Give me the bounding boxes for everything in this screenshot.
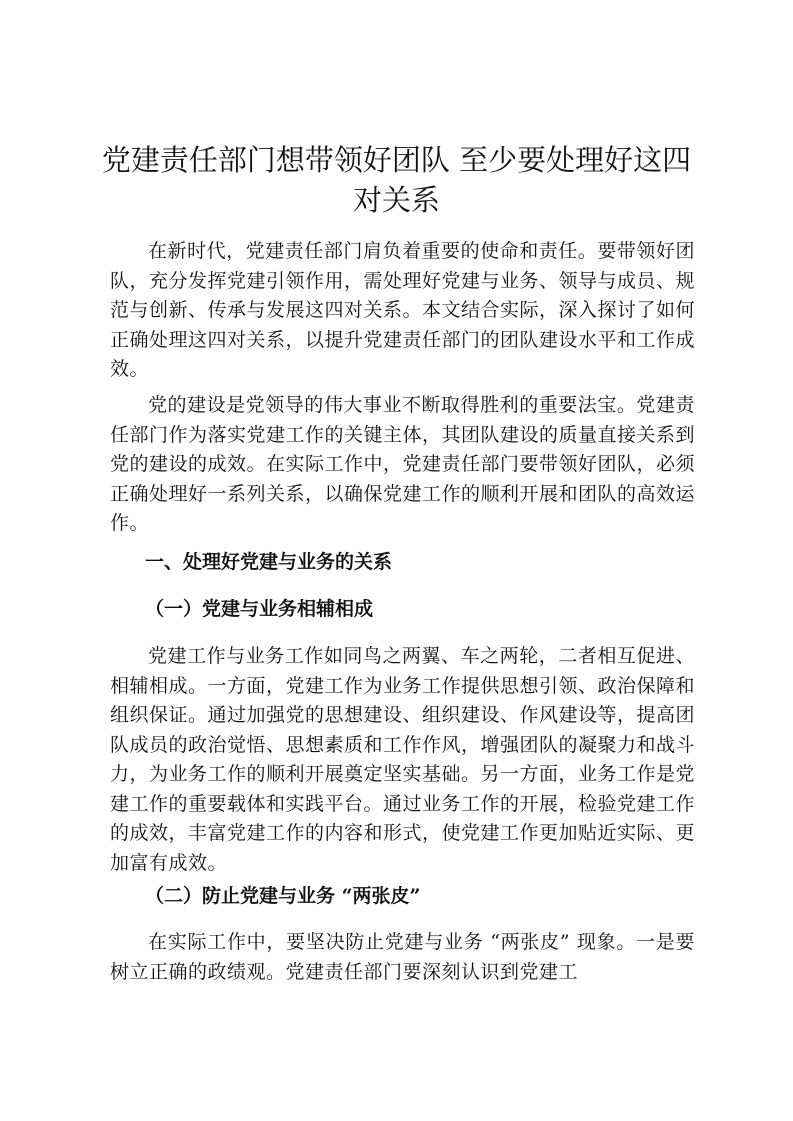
document-title: 党建责任部门想带领好团队 至少要处理好这四对关系 [101,143,692,217]
subsection-heading-1: （一）党建与业务相辅相成 [145,598,374,620]
intro-paragraph: 在新时代，党建责任部门肩负着重要的使命和责任。要带领好团队，充分发挥党建引领作用，需处理好党建与业务、领导与成员、规范与创新、传承与发展这四对关系。本文结合实际，深入探讨了如何正确处理这四对关系，以提升党建责任部门的团队建设水平和工作成效。 [110,240,696,380]
subsection-heading-2: （二）防止党建与业务 “两张皮” [145,885,421,907]
background-paragraph: 党的建设是党领导的伟大事业不断取得胜利的重要法宝。党建责任部门作为落实党建工作的关键主体，其团队建设的质量直接关系到党的建设的成效。在实际工作中，党建责任部门要带领好团队，必须正确处理好一系列关系，以确保党建工作的顺利开展和团队的高效运作。 [110,394,696,534]
section-heading-1: 一、处理好党建与业务的关系 [145,551,393,573]
subsection-2-paragraph: 在实际工作中，要坚决防止党建与业务 “两张皮” 现象。一是要树立正确的政绩观。党建责任部门要深刻认识到党建工 [110,931,695,983]
subsection-1-paragraph: 党建工作与业务工作如同鸟之两翼、车之两轮，二者相互促进、相辅相成。一方面，党建工作为业务工作提供思想引领、政治保障和组织保证。通过加强党的思想建设、组织建设、作风建设等，提高团队成员的政治觉悟、思想素质和工作作风，增强团队的凝聚力和战斗力，为业务工作的顺利开展奠定坚实基础。另一方面，业务工作是党建工作的重要载体和实践平台。通过业务工作的开展，检验党建工作的成效，丰富党建工作的内容和形式，使党建工作更加贴近实际、更加富有成效。 [110,645,696,874]
